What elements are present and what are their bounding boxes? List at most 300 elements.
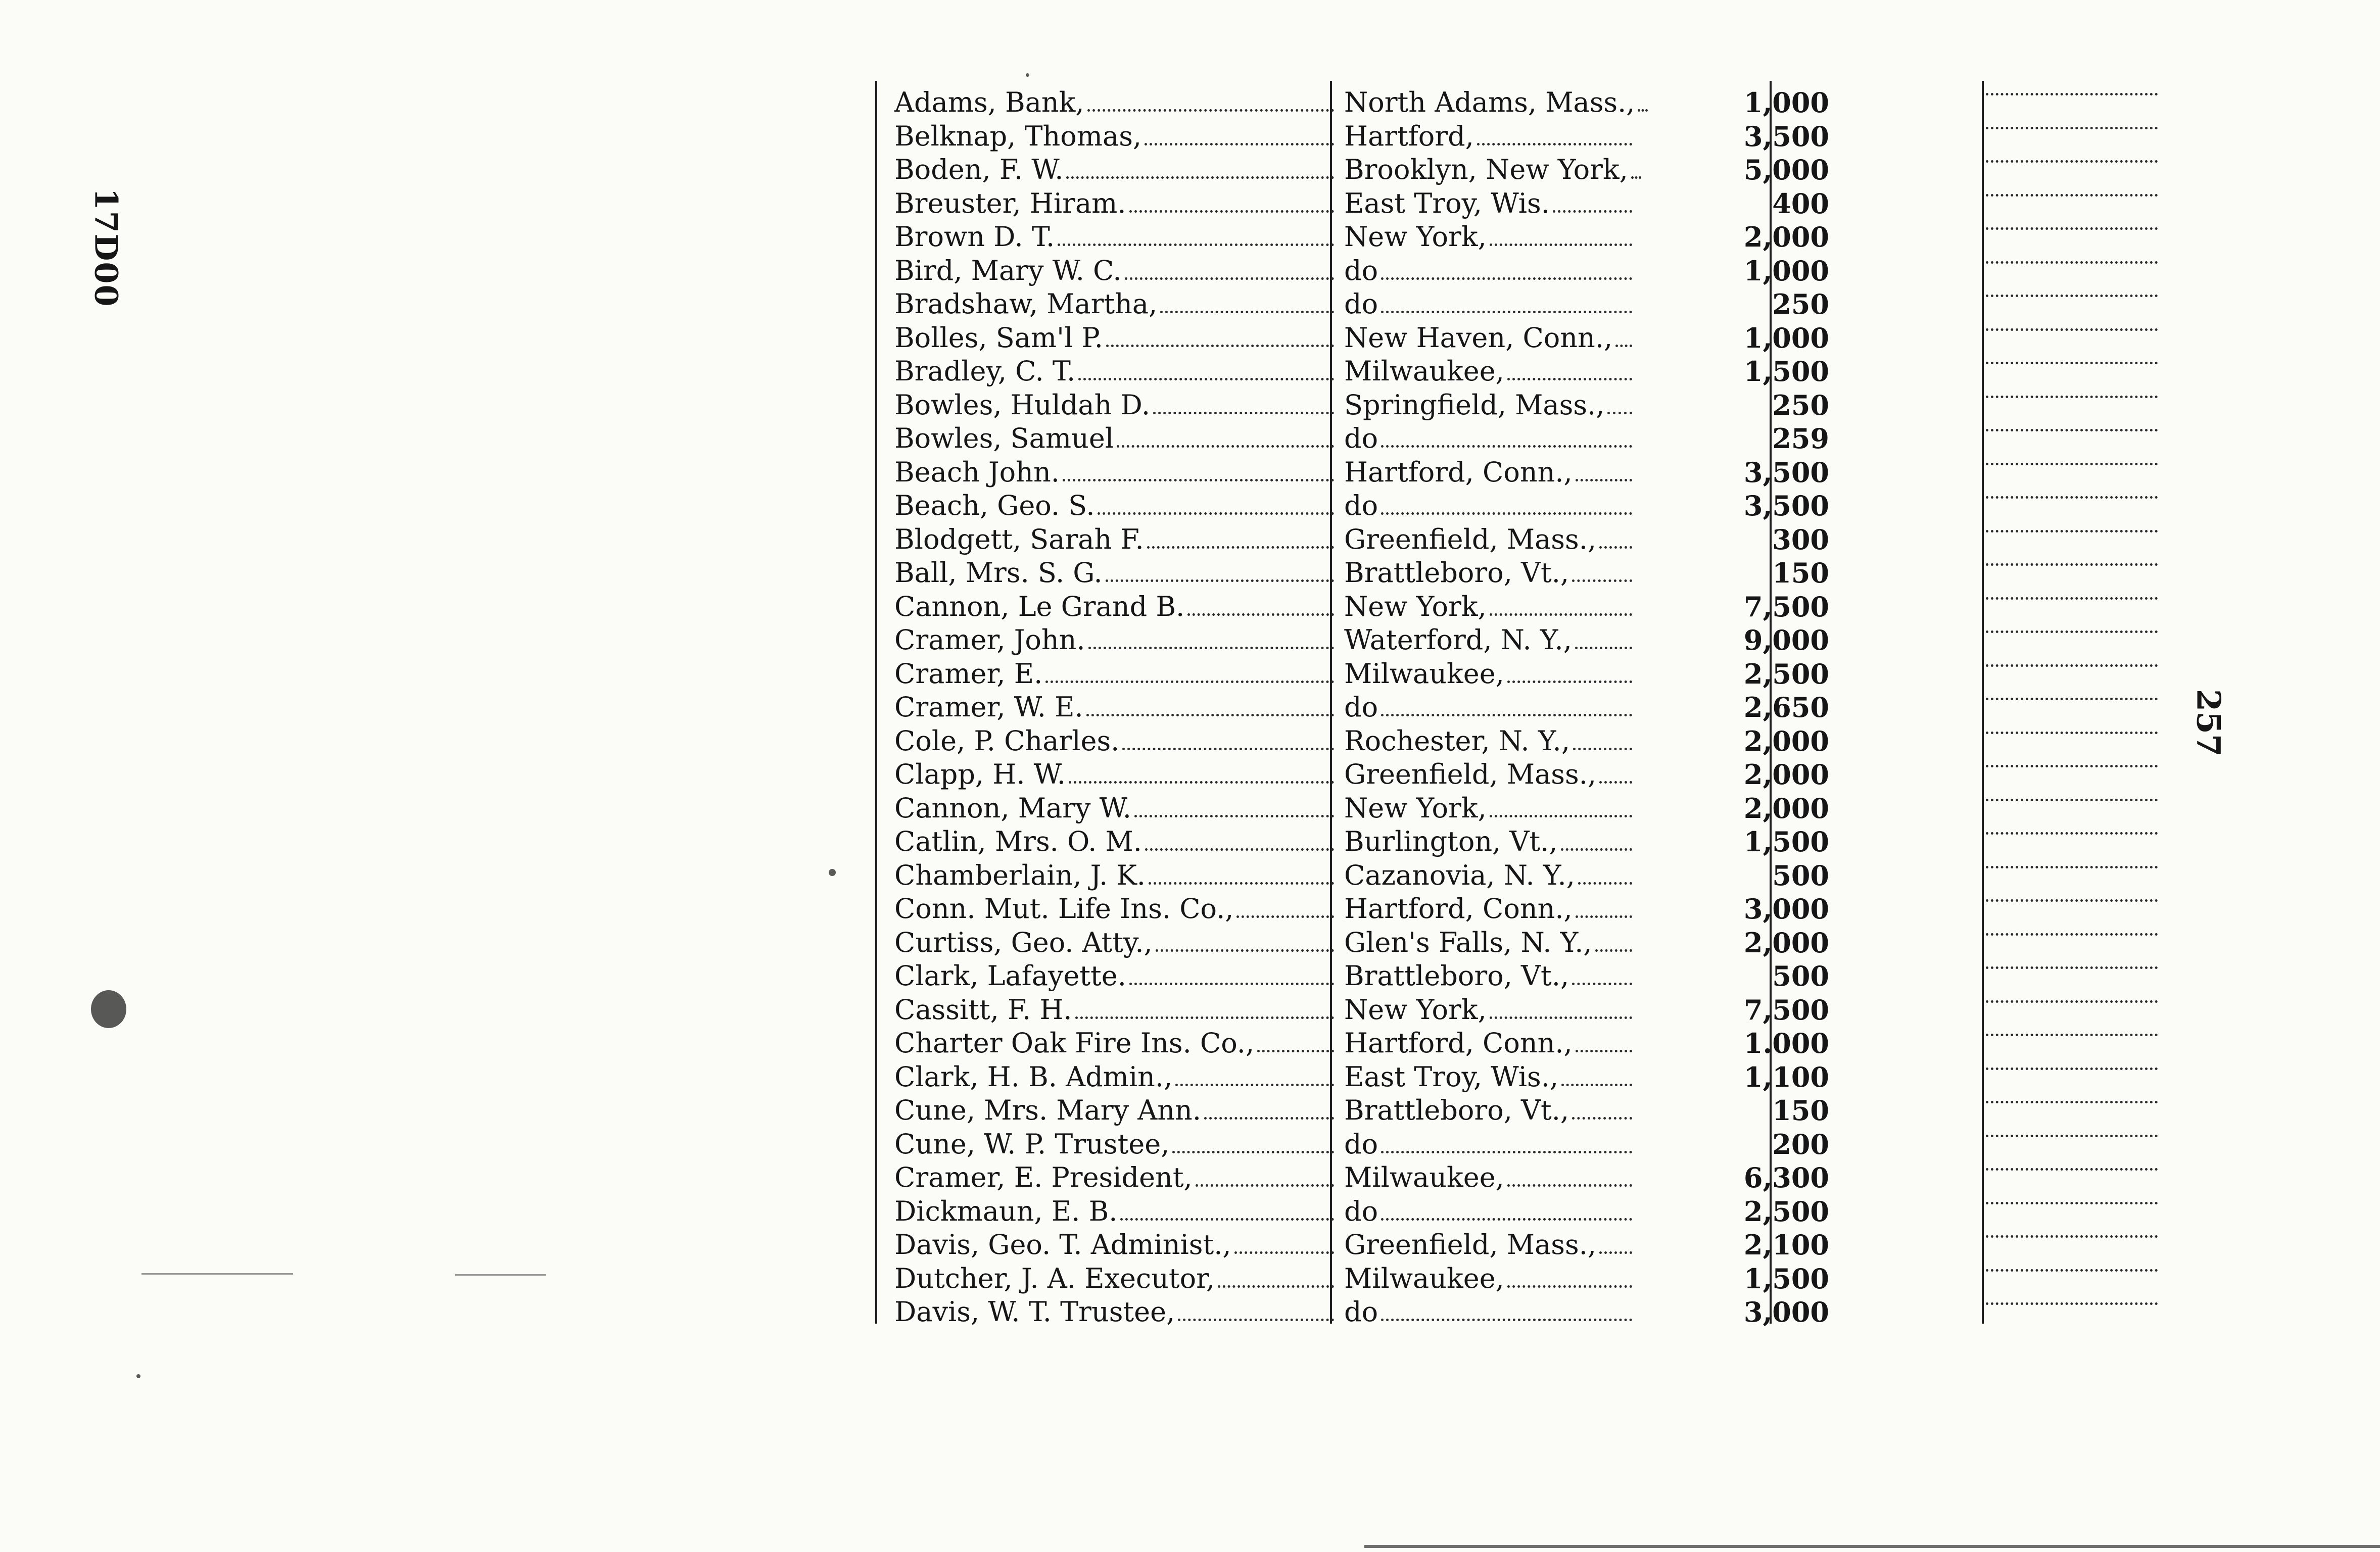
dot-leader	[1986, 724, 2158, 734]
entry-place-text: Rochester, N. Y.,	[1344, 724, 1570, 757]
entry-place-text: Springfield, Mass.,	[1344, 389, 1605, 421]
entry-amount	[1772, 287, 1829, 321]
entry-place-text: New York,	[1344, 993, 1487, 1026]
side-stamp	[81, 187, 131, 308]
table-row	[879, 792, 2193, 826]
dot-leader	[1572, 1110, 1632, 1120]
dot-leader	[1986, 590, 2158, 600]
entry-amount-text: 250	[1772, 288, 1829, 320]
entry-place-text: do	[1344, 288, 1378, 320]
entry-name-text: Davis, W. T. Trustee,	[894, 1296, 1175, 1328]
entry-place	[1344, 287, 1632, 321]
entry-place	[1344, 1161, 1632, 1195]
entry-amount-text: 3,500	[1743, 120, 1829, 153]
entry-amount-text: 500	[1772, 859, 1829, 892]
table-row	[879, 926, 2193, 960]
dot-leader	[1490, 1009, 1632, 1019]
dot-leader	[1125, 270, 1334, 280]
entry-place-text: Greenfield, Mass.,	[1344, 1229, 1597, 1260]
entry-blank	[1986, 1027, 2158, 1036]
entry-name-text: Dickmaun, E. B.	[894, 1195, 1118, 1227]
entry-blank	[1986, 187, 2158, 197]
entry-name	[894, 959, 1334, 993]
dot-leader	[1986, 355, 2158, 364]
dot-leader	[1381, 1312, 1632, 1321]
entry-blank	[1986, 287, 2158, 297]
entry-name	[894, 1228, 1334, 1262]
entry-name-text: Bird, Mary W. C.	[894, 254, 1122, 286]
dot-leader	[1490, 808, 1632, 817]
table-row	[879, 623, 2193, 657]
dot-leader	[1160, 304, 1334, 313]
dot-leader	[1088, 640, 1334, 649]
dot-leader	[1147, 539, 1334, 549]
entry-amount	[1772, 187, 1829, 221]
entry-amount	[1743, 355, 1829, 389]
entry-blank	[1986, 321, 2158, 331]
entry-name	[894, 153, 1334, 187]
table-row	[879, 892, 2193, 926]
table-row	[879, 1262, 2193, 1296]
entry-amount	[1743, 623, 1829, 657]
entry-blank	[1986, 1195, 2158, 1204]
dot-leader	[1986, 1161, 2158, 1171]
entry-place-text: North Adams, Mass.,	[1344, 86, 1635, 118]
entry-blank	[1986, 1228, 2158, 1238]
table-row	[879, 254, 2193, 288]
entry-place	[1344, 389, 1632, 422]
table-row	[879, 422, 2193, 456]
rule-left	[875, 81, 877, 1324]
entry-amount-text: 150	[1772, 1094, 1829, 1127]
entry-place-text: Burlington, Vt.,	[1344, 826, 1558, 857]
entry-place-text: do	[1344, 691, 1378, 723]
entry-name	[894, 1295, 1334, 1329]
entry-amount-text: 2,500	[1743, 1195, 1829, 1228]
entry-place-text: Milwaukee,	[1344, 355, 1504, 387]
dot-leader	[1134, 808, 1334, 817]
dot-leader	[1117, 438, 1334, 448]
entry-name	[894, 1027, 1334, 1060]
dot-leader	[1122, 741, 1334, 750]
entry-name	[894, 1161, 1334, 1195]
dot-leader	[1986, 892, 2158, 902]
dot-leader	[1615, 337, 1632, 347]
dot-leader	[1381, 1211, 1632, 1221]
entry-place-text: East Troy, Wis.,	[1344, 1060, 1559, 1093]
entry-amount-text: 400	[1772, 187, 1829, 220]
dot-leader	[1986, 993, 2158, 1003]
dot-leader	[1986, 120, 2158, 129]
dot-leader	[1607, 405, 1632, 414]
entry-amount-text: 2,000	[1743, 758, 1829, 791]
table-row	[879, 321, 2193, 355]
dot-leader	[1381, 1144, 1632, 1153]
dot-leader	[1490, 236, 1632, 246]
dot-leader	[1986, 1262, 2158, 1272]
dot-leader	[1066, 169, 1334, 179]
dot-leader	[1572, 976, 1632, 985]
entry-name-text: Blodgett, Sarah F.	[894, 523, 1144, 555]
dot-leader	[1986, 758, 2158, 767]
entry-amount	[1772, 389, 1829, 422]
entry-place	[1344, 1094, 1632, 1128]
dot-leader	[1576, 1043, 1632, 1052]
dot-leader	[1986, 959, 2158, 969]
entry-amount-text: 9,000	[1743, 624, 1829, 656]
dot-leader	[1098, 505, 1334, 515]
dot-leader	[1490, 606, 1632, 616]
entry-place-text: Waterford, N. Y.,	[1344, 624, 1572, 656]
entry-amount-text: 2,000	[1743, 792, 1829, 825]
entry-name-text: Cannon, Mary W.	[894, 792, 1131, 824]
dot-leader	[1106, 572, 1334, 582]
entry-amount	[1743, 220, 1829, 254]
entry-amount	[1743, 792, 1829, 826]
dot-leader	[1078, 371, 1334, 380]
dot-leader	[1234, 1244, 1334, 1254]
table-row	[879, 1195, 2193, 1229]
entry-name	[894, 724, 1334, 758]
entry-amount	[1743, 489, 1829, 523]
entry-amount	[1743, 86, 1829, 120]
entry-name	[894, 590, 1334, 624]
entry-amount	[1743, 1295, 1829, 1329]
entry-place	[1344, 825, 1632, 859]
dot-leader	[1986, 623, 2158, 633]
dot-leader	[1986, 691, 2158, 700]
entry-name	[894, 1094, 1334, 1128]
ledger-table	[879, 86, 2193, 1329]
entry-amount-text: 150	[1772, 557, 1829, 589]
table-row	[879, 657, 2193, 691]
entry-place	[1344, 187, 1632, 221]
entry-amount-text: 250	[1772, 389, 1829, 421]
entry-place-text: Brattleboro, Vt.,	[1344, 1094, 1569, 1126]
dot-leader	[1507, 1177, 1632, 1187]
table-row	[879, 153, 2193, 187]
entry-blank	[1986, 993, 2158, 1003]
entry-amount	[1743, 1228, 1829, 1262]
entry-amount-text: 6,300	[1743, 1161, 1829, 1194]
entry-name	[894, 1262, 1334, 1296]
table-row	[879, 859, 2193, 893]
entry-name-text: Adams, Bank,	[894, 86, 1084, 118]
dot-leader	[1145, 841, 1334, 851]
entry-name-text: Davis, Geo. T. Administ.,	[894, 1229, 1231, 1260]
entry-name	[894, 187, 1334, 221]
entry-amount-text: 1,100	[1743, 1060, 1829, 1093]
entry-name-text: Clapp, H. W.	[894, 758, 1066, 790]
entry-place-text: do	[1344, 1195, 1378, 1227]
entry-amount-text: 2,650	[1743, 691, 1829, 723]
entry-place	[1344, 657, 1632, 691]
dot-leader	[1986, 220, 2158, 230]
dot-leader	[1599, 1244, 1632, 1254]
entry-amount-text: 5,000	[1743, 154, 1829, 186]
table-row	[879, 1161, 2193, 1195]
dot-leader	[1986, 187, 2158, 197]
entry-name-text: Bowles, Samuel	[894, 422, 1114, 454]
entry-name	[894, 792, 1334, 826]
entry-place	[1344, 220, 1632, 254]
entry-place	[1344, 1128, 1632, 1161]
entry-amount-text: 1,500	[1743, 826, 1829, 858]
entry-amount	[1743, 691, 1829, 724]
entry-place-text: Brooklyn, New York,	[1344, 154, 1628, 185]
entry-place	[1344, 1262, 1632, 1296]
dot-leader	[1507, 371, 1632, 380]
entry-place	[1344, 556, 1632, 590]
entry-name	[894, 892, 1334, 926]
entry-blank	[1986, 825, 2158, 835]
entry-name-text: Cune, Mrs. Mary Ann.	[894, 1094, 1201, 1126]
table-row	[879, 1094, 2193, 1128]
speck	[829, 869, 836, 876]
dot-leader	[1986, 1128, 2158, 1137]
entry-amount-text: 2,000	[1743, 724, 1829, 757]
dot-leader	[1986, 556, 2158, 566]
page-number-text: 257	[2189, 689, 2227, 756]
entry-amount	[1743, 892, 1829, 926]
entry-blank	[1986, 389, 2158, 398]
dot-leader	[1187, 606, 1334, 616]
entry-blank	[1986, 86, 2158, 95]
entry-amount	[1743, 1195, 1829, 1229]
entry-name	[894, 456, 1334, 490]
entry-amount-text: 7,500	[1743, 590, 1829, 623]
entry-name-text: Clark, H. B. Admin.,	[894, 1060, 1173, 1093]
entry-place	[1344, 422, 1632, 456]
entry-place	[1344, 254, 1632, 288]
entry-blank	[1986, 926, 2158, 936]
entry-amount-text: 2,100	[1743, 1229, 1829, 1261]
entry-amount-text: 7,500	[1743, 993, 1829, 1026]
entry-amount	[1743, 254, 1829, 288]
entry-place	[1344, 1060, 1632, 1094]
dot-leader	[1599, 774, 1632, 784]
dot-leader	[1576, 472, 1632, 481]
dot-leader	[1204, 1110, 1334, 1120]
table-row	[879, 389, 2193, 422]
dot-leader	[1153, 405, 1334, 414]
dot-leader	[1986, 86, 2158, 95]
entry-name	[894, 254, 1334, 288]
dot-leader	[1149, 875, 1334, 885]
entry-blank	[1986, 489, 2158, 499]
entry-place-text: Brattleboro, Vt.,	[1344, 960, 1569, 992]
entry-amount	[1743, 724, 1829, 758]
table-row	[879, 523, 2193, 557]
entry-name	[894, 1060, 1334, 1094]
table-row	[879, 120, 2193, 154]
entry-blank	[1986, 623, 2158, 633]
entry-name	[894, 523, 1334, 557]
scan-mark	[455, 1274, 546, 1276]
entry-name	[894, 657, 1334, 691]
entry-place-text: New York,	[1344, 792, 1487, 824]
entry-name-text: Brown D. T.	[894, 221, 1055, 253]
entry-blank	[1986, 1161, 2158, 1171]
dot-leader	[1086, 707, 1334, 716]
table-row	[879, 287, 2193, 321]
entry-place	[1344, 724, 1632, 758]
entry-amount	[1743, 321, 1829, 355]
dot-leader	[1561, 841, 1632, 851]
entry-name-text: Bolles, Sam'l P.	[894, 321, 1103, 354]
dot-leader	[1075, 1009, 1334, 1019]
dot-leader	[1477, 136, 1632, 146]
scan-mark	[1364, 1545, 2380, 1548]
dot-leader	[1986, 489, 2158, 499]
dot-leader	[1986, 859, 2158, 868]
entry-name-text: Bradshaw, Martha,	[894, 288, 1158, 320]
entry-name-text: Bowles, Huldah D.	[894, 389, 1151, 421]
entry-amount-text: 1,000	[1743, 321, 1829, 354]
dot-leader	[1218, 1278, 1334, 1288]
entry-place-text: do	[1344, 254, 1378, 286]
entry-name-text: Curtiss, Geo. Atty.,	[894, 926, 1153, 958]
entry-name-text: Cune, W. P. Trustee,	[894, 1128, 1170, 1160]
entry-amount	[1772, 422, 1829, 456]
entry-place-text: East Troy, Wis.	[1344, 187, 1550, 219]
entry-place-text: New York,	[1344, 590, 1487, 622]
entry-name-text: Chamberlain, J. K.	[894, 859, 1146, 891]
dot-leader	[1172, 1144, 1334, 1153]
speck	[1026, 73, 1029, 77]
dot-leader	[1578, 875, 1632, 885]
dot-leader	[1196, 1177, 1334, 1187]
entry-place	[1344, 153, 1632, 187]
entry-name	[894, 120, 1334, 154]
scan-mark	[141, 1273, 293, 1275]
entry-name-text: Breuster, Hiram.	[894, 187, 1126, 219]
dot-leader	[1175, 1077, 1334, 1086]
dot-leader	[1058, 236, 1334, 246]
entry-amount-text: 1,000	[1743, 254, 1829, 287]
entry-place-text: Greenfield, Mass.,	[1344, 523, 1597, 555]
entry-place	[1344, 489, 1632, 523]
entry-place-text: Glen's Falls, N. Y.,	[1344, 926, 1592, 958]
entry-name-text: Cramer, E.	[894, 657, 1043, 690]
entry-place-text: do	[1344, 1128, 1378, 1160]
dot-leader	[1572, 572, 1632, 582]
entry-amount	[1743, 456, 1829, 490]
entry-name-text: Conn. Mut. Life Ins. Co.,	[894, 893, 1234, 925]
entry-amount-text: 2,500	[1743, 657, 1829, 690]
entry-name	[894, 389, 1334, 422]
entry-place-text: do	[1344, 490, 1378, 521]
entry-name-text: Bradley, C. T.	[894, 355, 1076, 387]
entry-name	[894, 422, 1334, 456]
entry-name-text: Cole, P. Charles.	[894, 724, 1120, 757]
entry-blank	[1986, 1262, 2158, 1272]
entry-amount	[1743, 1161, 1829, 1195]
dot-leader	[1986, 1027, 2158, 1036]
entry-place	[1344, 1027, 1632, 1060]
entry-name-text: Boden, F. W.	[894, 154, 1064, 185]
dot-leader	[1507, 1278, 1632, 1288]
entry-blank	[1986, 422, 2158, 431]
entry-name	[894, 758, 1334, 792]
table-row	[879, 1128, 2193, 1161]
entry-name	[894, 86, 1334, 120]
dot-leader	[1575, 640, 1632, 649]
entry-name	[894, 556, 1334, 590]
dot-leader	[1069, 774, 1334, 784]
entry-place	[1344, 523, 1632, 557]
entry-place-text: do	[1344, 422, 1378, 454]
entry-blank	[1986, 220, 2158, 230]
entry-place	[1344, 86, 1635, 120]
entry-place	[1344, 758, 1632, 792]
table-row	[879, 959, 2193, 993]
entry-place	[1344, 859, 1632, 893]
dot-leader	[1986, 1094, 2158, 1103]
table-row	[879, 590, 2193, 624]
entry-amount	[1772, 556, 1829, 590]
entry-name	[894, 287, 1334, 321]
entry-blank	[1986, 153, 2158, 163]
entry-name-text: Cassitt, F. H.	[894, 993, 1072, 1026]
dot-leader	[1986, 1228, 2158, 1238]
entry-amount	[1743, 1060, 1829, 1094]
dot-leader	[1986, 321, 2158, 331]
entry-blank	[1986, 523, 2158, 532]
entry-name	[894, 825, 1334, 859]
entry-blank	[1986, 590, 2158, 600]
entry-place-text: Milwaukee,	[1344, 1161, 1504, 1193]
entry-place	[1344, 321, 1632, 355]
dot-leader	[1576, 908, 1632, 918]
entry-name	[894, 926, 1334, 960]
entry-blank	[1986, 657, 2158, 667]
entry-blank	[1986, 556, 2158, 566]
entry-blank	[1986, 355, 2158, 364]
entry-amount	[1772, 1094, 1829, 1128]
entry-amount	[1743, 1262, 1829, 1296]
dot-leader	[1599, 539, 1632, 549]
entry-name-text: Dutcher, J. A. Executor,	[894, 1262, 1215, 1294]
entry-amount	[1743, 926, 1829, 960]
dot-leader	[1145, 136, 1334, 146]
entry-place	[1344, 926, 1632, 960]
entry-name	[894, 691, 1334, 724]
entry-place	[1344, 456, 1632, 490]
dot-leader	[1553, 203, 1632, 213]
entry-name	[894, 993, 1334, 1027]
entry-name-text: Belknap, Thomas,	[894, 120, 1142, 152]
dot-leader	[1063, 472, 1334, 481]
table-row	[879, 456, 2193, 490]
entry-place	[1344, 1295, 1632, 1329]
entry-place-text: Milwaukee,	[1344, 657, 1504, 690]
entry-blank	[1986, 724, 2158, 734]
table-row	[879, 556, 2193, 590]
speck	[136, 1374, 140, 1378]
dot-leader	[1257, 1043, 1334, 1052]
entry-blank	[1986, 456, 2158, 465]
entry-place	[1344, 993, 1632, 1027]
entry-name-text: Charter Oak Fire Ins. Co.,	[894, 1027, 1255, 1059]
dot-leader	[1236, 908, 1334, 918]
entry-name-text: Catlin, Mrs. O. M.	[894, 826, 1142, 857]
entry-amount	[1743, 657, 1829, 691]
entry-place-text: Milwaukee,	[1344, 1262, 1504, 1294]
entry-amount-text: 2,000	[1743, 926, 1829, 959]
table-row	[879, 825, 2193, 859]
entry-name-text: Cramer, John.	[894, 624, 1085, 656]
